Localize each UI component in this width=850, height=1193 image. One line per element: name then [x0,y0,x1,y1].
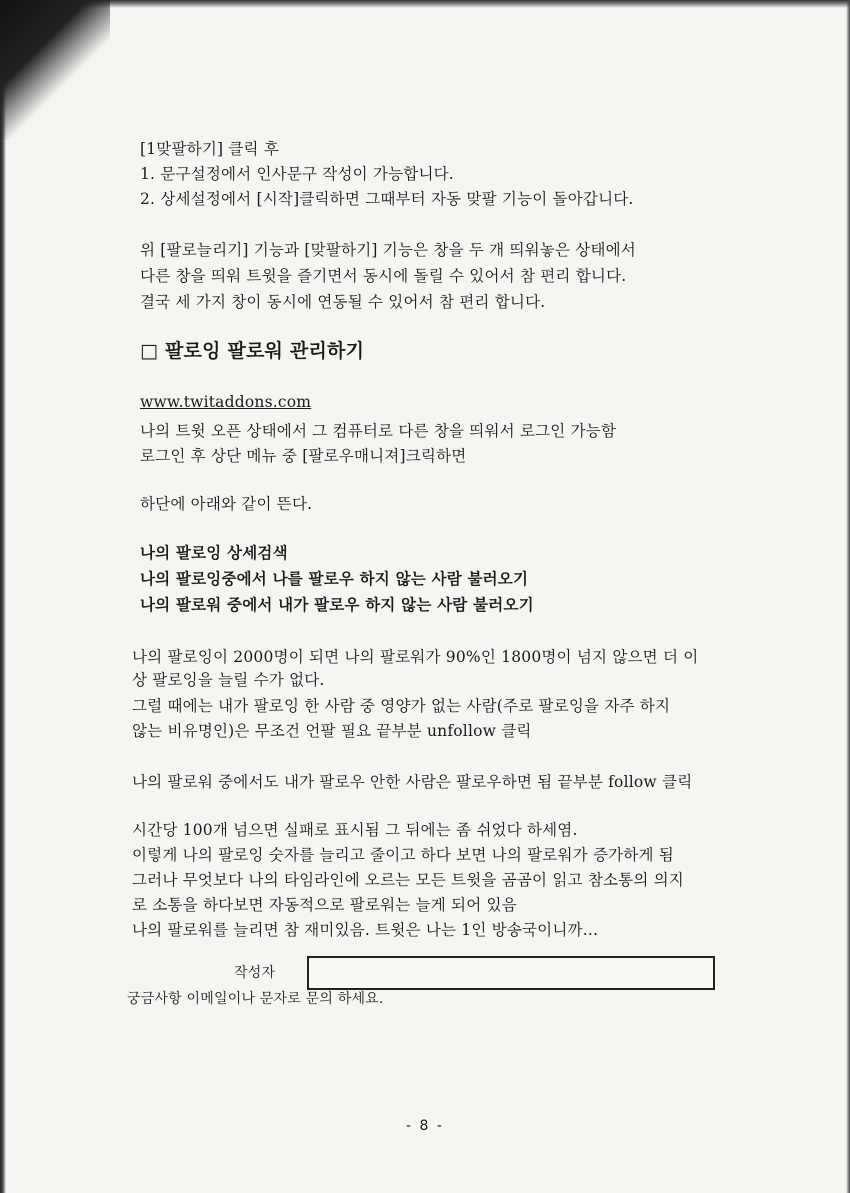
text-line: 그러나 무엇보다 나의 타임라인에 오르는 모든 트윗을 곰곰이 읽고 참소통의 의지 [132,871,684,889]
text-line: 나의 트윗 오픈 상태에서 그 컴퓨터로 다른 창을 띄워서 로그인 가능함 [140,422,617,440]
text-line: 결국 세 가지 창이 동시에 연동될 수 있어서 참 편리 합니다. [140,293,546,311]
text-line: 나의 팔로워 중에서도 내가 팔로우 안한 사람은 팔로우하면 됨 끝부분 follow 클릭 [132,773,693,791]
scan-corner-shadow [0,0,110,140]
text-line: 않는 비유명인)은 무조건 언팔 필요 끝부분 unfollow 클릭 [132,722,532,740]
author-field [307,956,715,990]
bold-line: 나의 팔로워 중에서 내가 팔로우 하지 않는 사람 불러오기 [140,595,534,614]
website-link[interactable]: www.twitaddons.com [140,393,312,411]
text-line: 그럴 때에는 내가 팔로잉 한 사람 중 영양가 없는 사람(주로 팔로잉을 자주 하지 [132,697,671,715]
section-heading: □ 팔로잉 팔로워 관리하기 [140,340,365,362]
text-line: 1. 문구설정에서 인사문구 작성이 가능합니다. [140,165,454,183]
text-line: 다른 창을 띄워 트윗을 즐기면서 동시에 돌릴 수 있어서 참 편리 합니다. [140,267,627,285]
text-line: 시간당 100개 넘으면 실패로 표시됨 그 뒤에는 좀 쉬었다 하세염. [132,821,578,839]
author-label: 작성자 [234,965,276,981]
text-line: 나의 팔로잉이 2000명이 되면 나의 팔로워가 90%인 1800명이 넘지 않으면 더 이 [132,648,699,666]
text-line: 위 [팔로늘리기] 기능과 [맞팔하기] 기능은 창을 두 개 띄워놓은 상태에서 [140,241,636,259]
page-number: - 8 - [406,1118,444,1134]
text-line: [1맞팔하기] 클릭 후 [140,140,280,158]
contact-note: 궁금사항 이메일이나 문자로 문의 하세요. [127,991,384,1007]
bold-line: 나의 팔로잉중에서 나를 팔로우 하지 않는 사람 불러오기 [140,569,529,588]
text-line: 이렇게 나의 팔로잉 숫자를 늘리고 줄이고 하다 보면 나의 팔로워가 증가하게 됨 [132,846,674,864]
scan-edge-right [846,0,850,1193]
text-line: 나의 팔로워를 늘리면 참 재미있음. 트윗은 나는 1인 방송국이니까... [132,921,599,939]
text-line: 상 팔로잉을 늘릴 수가 없다. [132,671,325,689]
scan-edge-left [0,0,6,1193]
text-line: 하단에 아래와 같이 뜬다. [140,495,313,513]
bold-line: 나의 팔로잉 상세검색 [140,543,288,562]
text-line: 로 소통을 하다보면 자동적으로 팔로워는 늘게 되어 있음 [132,896,517,914]
text-line: 로그인 후 상단 메뉴 중 [팔로우매니져]크릭하면 [140,447,467,465]
scan-edge-top [0,0,850,8]
text-line: 2. 상세설정에서 [시작]클릭하면 그때부터 자동 맞팔 기능이 돌아갑니다. [140,190,634,208]
